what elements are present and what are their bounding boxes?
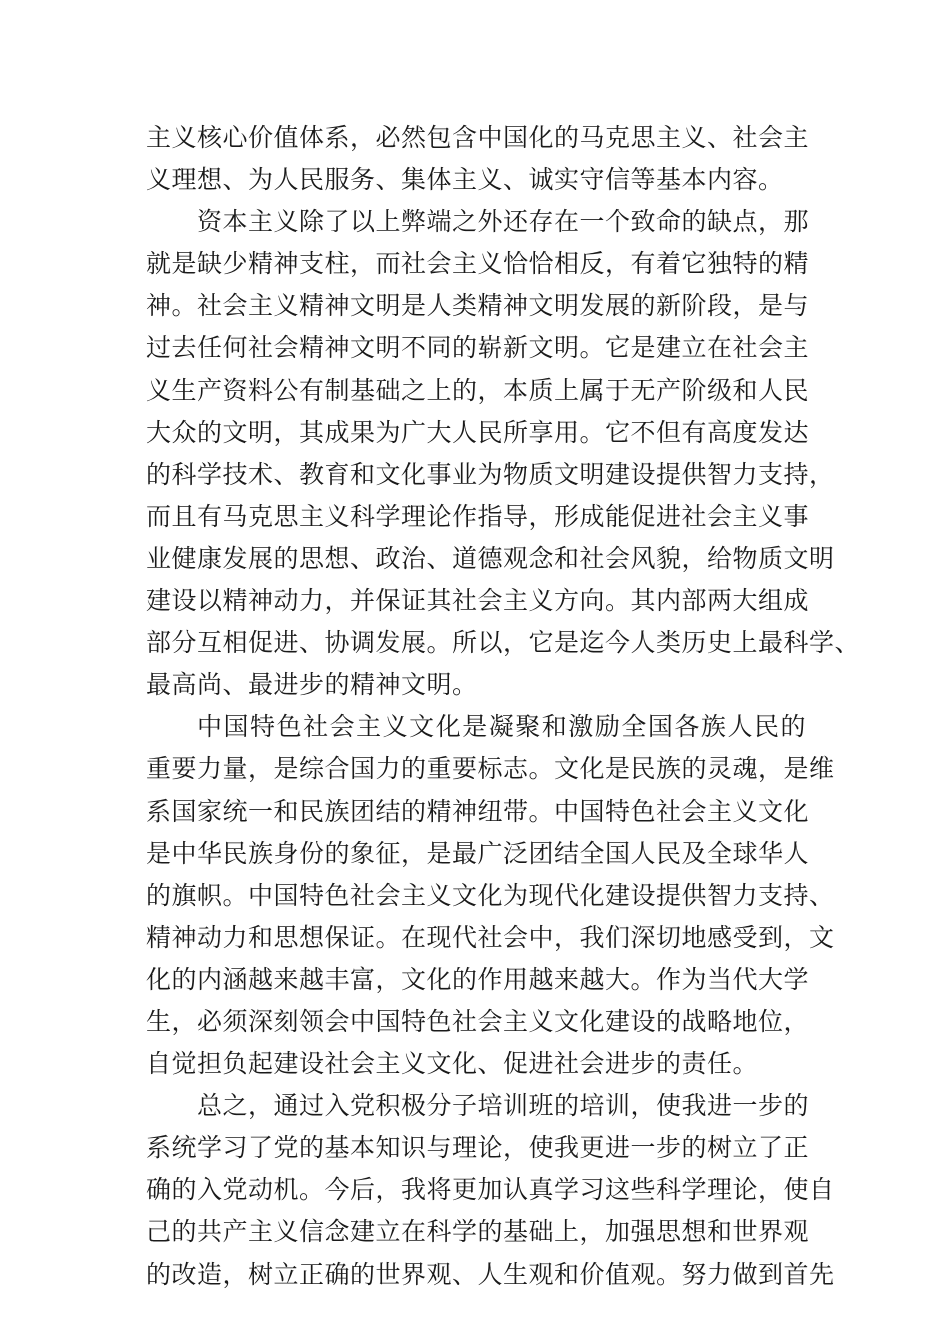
text-line: 义生产资料公有制基础之上的，本质上属于无产阶级和人民 (146, 375, 810, 405)
text-line: 神。社会主义精神文明是人类精神文明发展的新阶段，是与 (146, 291, 810, 321)
paragraph-4 (146, 1085, 835, 1295)
text-line: 就是缺少精神支柱，而社会主义恰恰相反，有着它独特的精 (146, 249, 810, 279)
text-line: 总之，通过入党积极分子培训班的培训，使我进一步的 (197, 1091, 810, 1121)
text-line: 化的内涵越来越丰富，文化的作用越来越大。作为当代大学 (146, 964, 810, 994)
paragraph-2 (146, 201, 861, 706)
text-line: 部分互相促进、协调发展。所以，它是迄今人类历史上最科学、 (146, 628, 861, 658)
paragraph-1 (146, 117, 810, 201)
text-line: 重要力量，是综合国力的重要标志。文化是民族的灵魂，是维 (146, 754, 835, 784)
text-line: 的改造，树立正确的世界观、人生观和价值观。努力做到首先 (146, 1259, 835, 1289)
text-line: 确的入党动机。今后，我将更加认真学习这些科学理论，使自 (146, 1175, 835, 1205)
text-line: 生，必须深刻领会中国特色社会主义文化建设的战略地位， (146, 1006, 810, 1036)
text-line: 系国家统一和民族团结的精神纽带。中国特色社会主义文化 (146, 796, 810, 826)
text-line: 建设以精神动力，并保证其社会主义方向。其内部两大组成 (146, 586, 810, 616)
text-line: 义理想、为人民服务、集体主义、诚实守信等基本内容。 (146, 165, 784, 195)
text-line: 己的共产主义信念建立在科学的基础上，加强思想和世界观 (146, 1217, 810, 1247)
text-line: 过去任何社会精神文明不同的崭新文明。它是建立在社会主 (146, 333, 810, 363)
text-line: 的科学技术、教育和文化事业为物质文明建设提供智力支持， (146, 459, 835, 489)
document-body (146, 117, 861, 1296)
paragraph-3 (146, 706, 835, 1085)
text-line: 是中华民族身份的象征，是最广泛团结全国人民及全球华人 (146, 838, 810, 868)
text-line: 的旗帜。中国特色社会主义文化为现代化建设提供智力支持、 (146, 880, 835, 910)
text-line: 系统学习了党的基本知识与理论，使我更进一步的树立了正 (146, 1133, 810, 1163)
text-line: 自觉担负起建设社会主义文化、促进社会进步的责任。 (146, 1049, 759, 1079)
text-line: 业健康发展的思想、政治、道德观念和社会风貌，给物质文明 (146, 543, 835, 573)
text-line: 中国特色社会主义文化是凝聚和激励全国各族人民的 (197, 712, 806, 742)
text-line: 而且有马克思主义科学理论作指导，形成能促进社会主义事 (146, 501, 810, 531)
text-line: 精神动力和思想保证。在现代社会中，我们深切地感受到，文 (146, 922, 835, 952)
text-line: 主义核心价值体系，必然包含中国化的马克思主义、社会主 (146, 123, 810, 152)
text-line: 资本主义除了以上弊端之外还存在一个致命的缺点，那 (197, 207, 810, 237)
text-line: 大众的文明，其成果为广大人民所享用。它不但有高度发达 (146, 417, 810, 447)
text-line: 最高尚、最进步的精神文明。 (146, 670, 478, 700)
